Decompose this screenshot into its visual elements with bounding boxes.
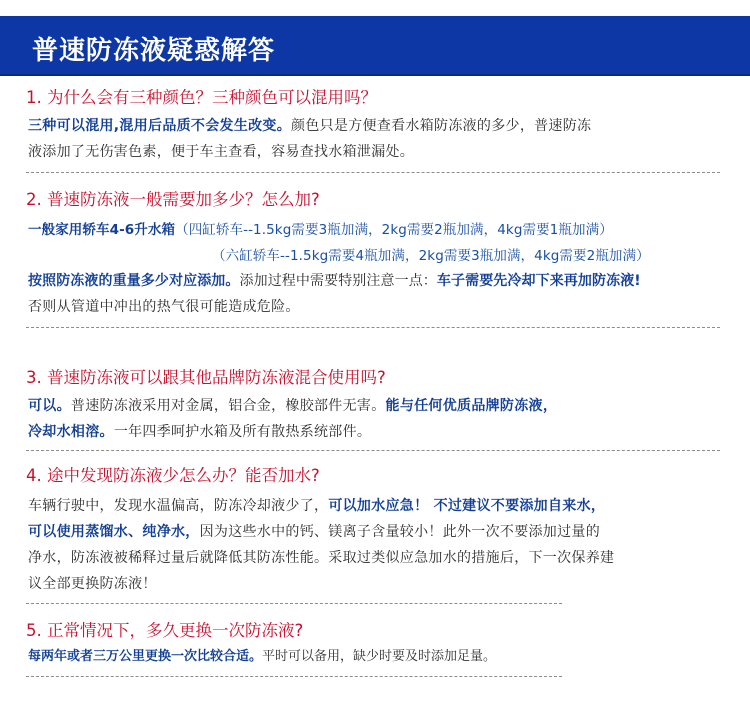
answer-text: 三种可以混用,混用后品质不会发生改变。 <box>28 118 292 134</box>
answer-text: （四缸轿车--1.5kg需要3瓶加满，2kg需要2瓶加满，4kg需要1瓶加满） <box>175 222 613 238</box>
question-3: 3. 普速防冻液可以跟其他品牌防冻液混合使用吗? <box>26 368 386 387</box>
answer-4-line-3 <box>28 547 614 567</box>
answer-1-line-2 <box>28 141 414 161</box>
answer-text: 车辆行驶中，发现水温偏高，防冻冷却液少了， <box>28 498 329 514</box>
answer-text: 车子需要先冷却下来再加防冻液! <box>436 273 641 289</box>
answer-2-line-2 <box>212 244 650 264</box>
answer-text: 按照防冻液的重量多少对应添加。 <box>28 273 240 289</box>
answer-5-line-1 <box>28 645 496 664</box>
answer-text: 一年四季呵护水箱及所有散热系统部件。 <box>113 424 372 440</box>
answer-text: 普速防冻液采用对金属，铝合金，橡胶部件无害。 <box>70 398 386 414</box>
answer-text: 能与任何优质品牌防冻液， <box>385 398 558 414</box>
question-5: 5. 正常情况下，多久更换一次防冻液? <box>26 621 304 640</box>
question-1: 1. 为什么会有三种颜色？三种颜色可以混用吗？ <box>26 88 377 107</box>
answer-3-line-1 <box>28 395 557 415</box>
answer-text: 净水，防冻液被稀释过量后就降低其防冻性能。采取过类似应急加水的措施后，下一次保养建 <box>28 550 615 566</box>
answer-text: 每两年或者三万公里更换一次比较合适。 <box>28 649 263 664</box>
answer-text: 可以使用蒸馏水、纯净水， <box>28 524 200 540</box>
answer-text: 因为这些水中的钙、镁离子含量较小！此外一次不要添加过量的 <box>199 524 601 540</box>
answer-4-line-2 <box>28 521 600 541</box>
answer-text: 一般家用轿车4-6升水箱 <box>28 222 176 238</box>
answer-2-line-3 <box>28 270 641 290</box>
divider <box>26 676 562 677</box>
answer-2-line-1 <box>28 218 613 238</box>
answer-4-line-1 <box>28 495 605 515</box>
answer-text: 可以加水应急！ 不过建议不要添加自来水， <box>328 498 606 514</box>
answer-text: 平时可以备用，缺少时要及时添加足量。 <box>262 649 497 664</box>
divider <box>26 603 562 604</box>
divider <box>26 450 720 451</box>
answer-text: 颜色只是方便查看水箱防冻液的多少，普速防冻 <box>291 118 592 134</box>
answer-text: 冷却水相溶。 <box>28 424 114 440</box>
answer-text: 添加过程中需要特别注意一点： <box>239 273 437 289</box>
answer-1-line-1 <box>28 115 591 135</box>
answer-4-line-4 <box>28 573 157 593</box>
title-banner <box>0 16 750 76</box>
answer-text: 可以。 <box>28 398 71 414</box>
answer-3-line-2 <box>28 421 371 441</box>
answer-text: （六缸轿车--1.5kg需要4瓶加满，2kg需要3瓶加满，4kg需要2瓶加满） <box>212 248 650 264</box>
answer-text: 液添加了无伤害色素，便于车主查看，容易查找水箱泄漏处。 <box>28 144 415 160</box>
answer-2-line-4 <box>28 296 300 316</box>
divider <box>26 172 720 173</box>
question-4: 4. 途中发现防冻液少怎么办？能否加水? <box>26 466 320 485</box>
page-title: 普速防冻液疑惑解答 <box>32 36 276 66</box>
answer-text: 否则从管道中冲出的热气很可能造成危险。 <box>28 299 300 315</box>
question-2: 2. 普速防冻液一般需要加多少？怎么加? <box>26 190 320 209</box>
answer-text: 议全部更换防冻液！ <box>28 576 157 592</box>
divider <box>26 327 720 328</box>
